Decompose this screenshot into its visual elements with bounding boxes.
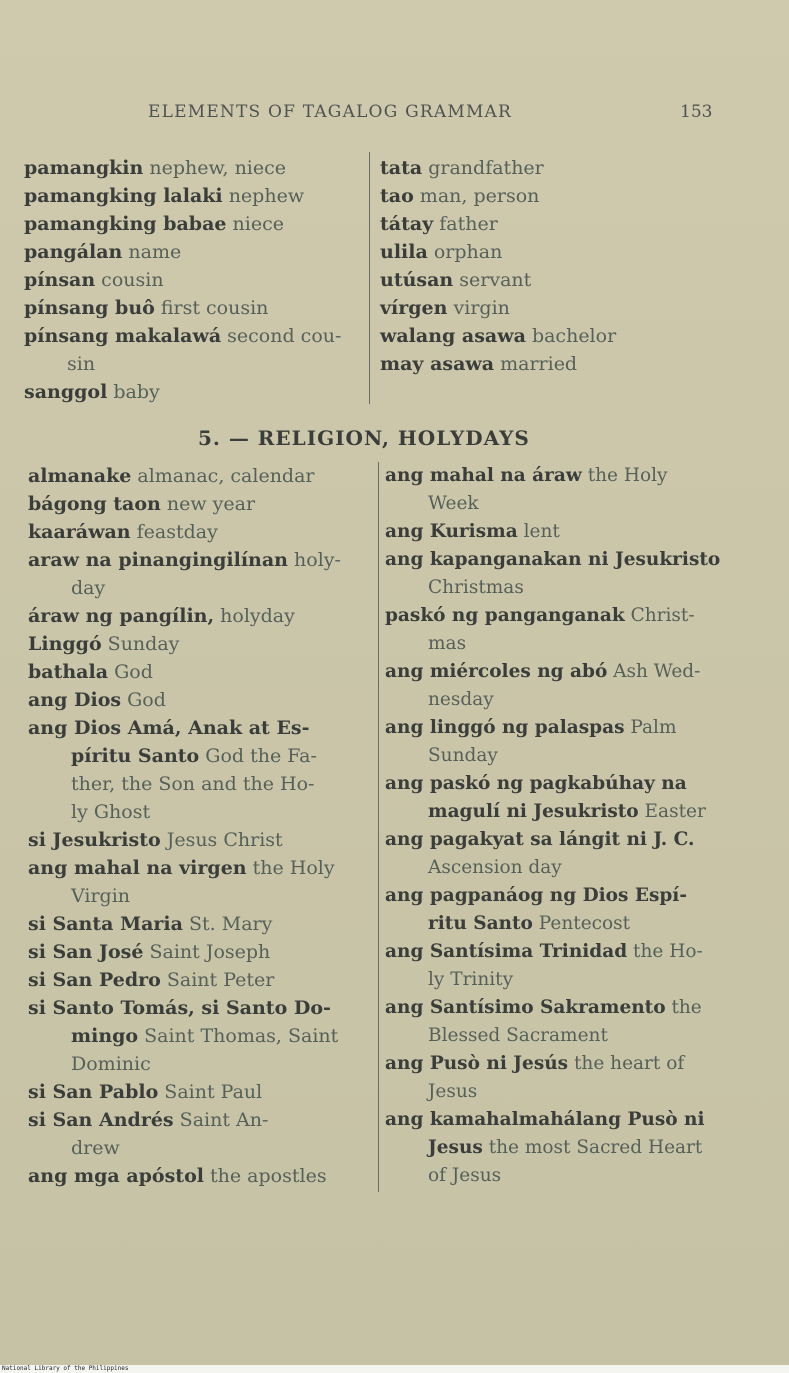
english-gloss: bachelor (525, 325, 617, 347)
tagalog-term: utúsan (380, 269, 454, 291)
english-gloss: man, person (413, 185, 540, 207)
english-gloss: the heart of (568, 1053, 685, 1074)
tagalog-term: si Santa Maria (28, 913, 183, 935)
tagalog-term: vírgen (380, 297, 448, 319)
tagalog-term: ang miércoles ng abó (385, 661, 608, 682)
english-gloss: lent (517, 521, 560, 542)
tagalog-term: si Jesukristo (28, 829, 161, 851)
english-gloss: new year (160, 493, 256, 515)
column-divider (378, 462, 379, 1192)
english-gloss: first cousin (154, 297, 269, 319)
tagalog-term: bathala (28, 661, 109, 683)
english-gloss: God (108, 661, 153, 683)
vocabulary-entry (28, 966, 373, 994)
tagalog-term: tátay (380, 213, 434, 235)
english-gloss: Saint Joseph (143, 941, 271, 963)
english-gloss-continued: God the Fa- (199, 745, 317, 767)
vocabulary-entry (380, 238, 760, 266)
english-gloss-continued: mas (428, 633, 467, 654)
tagalog-term: kaaráwan (28, 521, 131, 543)
vocabulary-entry (24, 322, 364, 378)
entry-continuation (385, 1078, 755, 1106)
vocabulary-entry (385, 462, 755, 518)
vocabulary-entry (380, 350, 760, 378)
english-gloss: feastday (130, 521, 218, 543)
vocabulary-entry (24, 210, 364, 238)
vocabulary-entry (385, 1106, 755, 1190)
english-gloss: married (494, 353, 578, 375)
vocabulary-entry (380, 294, 760, 322)
tagalog-term: sanggol (24, 381, 108, 403)
tagalog-term: ang Dios Amá, Anak at Es- (28, 717, 310, 739)
english-gloss: Christ- (624, 605, 695, 626)
vocabulary-entry (385, 994, 755, 1050)
english-gloss-continued: sin (67, 353, 96, 375)
vocabulary-entry (28, 630, 373, 658)
vocabulary-entry (385, 546, 755, 602)
tagalog-term: ang kamahalmahálang Pusò ni (385, 1109, 705, 1130)
vocabulary-entry (28, 546, 373, 602)
english-gloss: virgin (447, 297, 510, 319)
tagalog-term: áraw ng pangílin, (28, 605, 215, 627)
tagalog-term: tata (380, 157, 423, 179)
vocabulary-entry (28, 826, 373, 854)
tagalog-term: pamangkin (24, 157, 144, 179)
vocabulary-entry (28, 854, 373, 910)
entry-continuation (24, 350, 364, 378)
english-gloss: Saint Peter (160, 969, 275, 991)
tagalog-term: may asawa (380, 353, 495, 375)
english-gloss-continued: Saint Thomas, Saint (138, 1025, 339, 1047)
vocabulary-entry (24, 182, 364, 210)
entry-continuation (385, 1134, 755, 1162)
tagalog-term: ang mahal na áraw (385, 465, 582, 486)
tagalog-term: si San Pedro (28, 969, 161, 991)
english-gloss: niece (226, 213, 284, 235)
tagalog-term: pamangking lalaki (24, 185, 223, 207)
english-gloss: orphan (427, 241, 503, 263)
english-gloss: the Ho- (627, 941, 703, 962)
tagalog-term: tao (380, 185, 414, 207)
english-gloss: holy- (287, 549, 341, 571)
english-gloss: cousin (95, 269, 164, 291)
english-gloss: the apostles (203, 1165, 327, 1187)
tagalog-term: bágong taon (28, 493, 161, 515)
entry-continuation (28, 1022, 373, 1050)
tagalog-term-continued: mingo (71, 1025, 139, 1047)
running-title: ELEMENTS OF TAGALOG GRAMMAR (148, 102, 513, 122)
tagalog-term: si Santo Tomás, si Santo Do- (28, 997, 331, 1019)
vocabulary-entry (385, 1050, 755, 1106)
english-gloss-continued: Easter (638, 801, 706, 822)
column-divider (369, 152, 370, 404)
english-gloss: St. Mary (182, 913, 273, 935)
entry-continuation (385, 966, 755, 994)
english-gloss-continued: Dominic (71, 1053, 151, 1075)
page-number: 153 (680, 102, 713, 122)
english-gloss-continued: the most Sacred Heart (482, 1137, 703, 1158)
religion-terms-left-column (28, 462, 373, 1190)
english-gloss-continued: Ascension day (428, 857, 562, 878)
family-terms-left-column (24, 154, 364, 406)
english-gloss: God (121, 689, 166, 711)
entry-continuation (385, 798, 755, 826)
vocabulary-entry (385, 658, 755, 714)
entry-continuation (385, 1162, 755, 1190)
entry-continuation (28, 798, 373, 826)
tagalog-term-continued: píritu Santo (71, 745, 200, 767)
entry-continuation (28, 1134, 373, 1162)
family-terms-right-column (380, 154, 760, 378)
tagalog-term: si San José (28, 941, 144, 963)
vocabulary-entry (24, 266, 364, 294)
vocabulary-entry (28, 490, 373, 518)
english-gloss: Jesus Christ (160, 829, 283, 851)
english-gloss: Saint Paul (158, 1081, 263, 1103)
vocabulary-entry (385, 518, 755, 546)
tagalog-term: ang mahal na virgen (28, 857, 247, 879)
entry-continuation (385, 742, 755, 770)
vocabulary-entry (380, 210, 760, 238)
vocabulary-entry (28, 1106, 373, 1162)
tagalog-term: ang kapanganakan ni Jesukristo (385, 549, 721, 570)
tagalog-term: Linggó (28, 633, 102, 655)
english-gloss: baby (107, 381, 160, 403)
english-gloss-continued: ly Trinity (428, 969, 514, 990)
tagalog-term: ang Santísimo Sakramento (385, 997, 666, 1018)
vocabulary-entry (385, 826, 755, 882)
tagalog-term: ang pagpanáog ng Dios Espí- (385, 885, 687, 906)
section-heading: 5. — RELIGION, HOLYDAYS (198, 426, 530, 450)
vocabulary-entry (28, 938, 373, 966)
tagalog-term: pínsang buô (24, 297, 155, 319)
english-gloss: the Holy (581, 465, 668, 486)
vocabulary-entry (385, 714, 755, 770)
english-gloss: Sunday (101, 633, 180, 655)
entry-continuation (385, 686, 755, 714)
tagalog-term: pínsan (24, 269, 96, 291)
tagalog-term: ang Pusò ni Jesús (385, 1053, 569, 1074)
english-gloss: Ash Wed- (607, 661, 701, 682)
english-gloss-continued: of Jesus (428, 1165, 502, 1186)
english-gloss-continued: Christmas (428, 577, 524, 598)
english-gloss: the Holy (246, 857, 335, 879)
scan-footer (0, 1365, 789, 1373)
tagalog-term: pínsang makalawá (24, 325, 222, 347)
english-gloss-continued: Virgin (71, 885, 131, 907)
tagalog-term: ang pagakyat sa lángit ni J. C. (385, 829, 695, 850)
english-gloss-continued: ther, the Son and the Ho- (71, 773, 315, 795)
english-gloss-continued: Blessed Sacrament (428, 1025, 608, 1046)
english-gloss-continued: Sunday (428, 745, 498, 766)
entry-continuation (28, 742, 373, 770)
english-gloss: the (665, 997, 702, 1018)
vocabulary-entry (385, 770, 755, 826)
vocabulary-entry (28, 462, 373, 490)
tagalog-term: paskó ng panganganak (385, 605, 625, 626)
vocabulary-entry (385, 602, 755, 658)
tagalog-term: almanake (28, 465, 132, 487)
english-gloss: Saint An- (173, 1109, 269, 1131)
vocabulary-entry (24, 294, 364, 322)
english-gloss: second cou- (221, 325, 342, 347)
entry-continuation (385, 630, 755, 658)
vocabulary-entry (28, 714, 373, 826)
tagalog-term: walang asawa (380, 325, 526, 347)
vocabulary-entry (24, 378, 364, 406)
entry-continuation (385, 574, 755, 602)
vocabulary-entry (380, 266, 760, 294)
page-header (0, 100, 789, 130)
vocabulary-entry (28, 994, 373, 1078)
english-gloss-continued: drew (71, 1137, 120, 1159)
english-gloss: grandfather (422, 157, 544, 179)
entry-continuation (28, 770, 373, 798)
tagalog-term: ang Kurisma (385, 521, 518, 542)
entry-continuation (385, 490, 755, 518)
english-gloss-continued: Week (428, 493, 479, 514)
english-gloss: Palm (624, 717, 677, 738)
tagalog-term: ang mga apóstol (28, 1165, 204, 1187)
english-gloss: nephew (222, 185, 305, 207)
vocabulary-entry (24, 154, 364, 182)
vocabulary-entry (380, 154, 760, 182)
english-gloss: name (122, 241, 182, 263)
vocabulary-entry (28, 1078, 373, 1106)
vocabulary-entry (28, 910, 373, 938)
tagalog-term: ang paskó ng pagkabúhay na (385, 773, 687, 794)
english-gloss: holyday (214, 605, 295, 627)
entry-continuation (385, 1022, 755, 1050)
library-credit: National Library of the Philippines (2, 1365, 129, 1372)
english-gloss: servant (453, 269, 532, 291)
tagalog-term: araw na pinangingilínan (28, 549, 288, 571)
entry-continuation (385, 910, 755, 938)
english-gloss-continued: ly Ghost (71, 801, 151, 823)
tagalog-term-continued: Jesus (428, 1137, 483, 1158)
english-gloss: nephew, niece (143, 157, 287, 179)
tagalog-term: ang linggó ng palaspas (385, 717, 625, 738)
vocabulary-entry (28, 686, 373, 714)
vocabulary-entry (28, 602, 373, 630)
tagalog-term: pangálan (24, 241, 123, 263)
vocabulary-entry (28, 518, 373, 546)
vocabulary-entry (380, 182, 760, 210)
tagalog-term: ang Santísima Trinidad (385, 941, 628, 962)
english-gloss-continued: nesday (428, 689, 494, 710)
religion-terms-right-column (385, 462, 755, 1190)
english-gloss-continued: day (71, 577, 106, 599)
vocabulary-entry (385, 882, 755, 938)
tagalog-term-continued: ritu Santo (428, 913, 533, 934)
tagalog-term-continued: magulí ni Jesukristo (428, 801, 639, 822)
vocabulary-entry (28, 1162, 373, 1190)
tagalog-term: si San Andrés (28, 1109, 174, 1131)
vocabulary-entry (28, 658, 373, 686)
entry-continuation (28, 882, 373, 910)
english-gloss-continued: Pentecost (532, 913, 631, 934)
english-gloss: almanac, calendar (131, 465, 315, 487)
entry-continuation (385, 854, 755, 882)
tagalog-term: si San Pablo (28, 1081, 159, 1103)
vocabulary-entry (24, 238, 364, 266)
entry-continuation (28, 574, 373, 602)
vocabulary-entry (380, 322, 760, 350)
tagalog-term: ang Dios (28, 689, 122, 711)
entry-continuation (28, 1050, 373, 1078)
english-gloss-continued: Jesus (428, 1081, 478, 1102)
english-gloss: father (433, 213, 498, 235)
tagalog-term: pamangking babae (24, 213, 227, 235)
tagalog-term: ulila (380, 241, 428, 263)
vocabulary-entry (385, 938, 755, 994)
